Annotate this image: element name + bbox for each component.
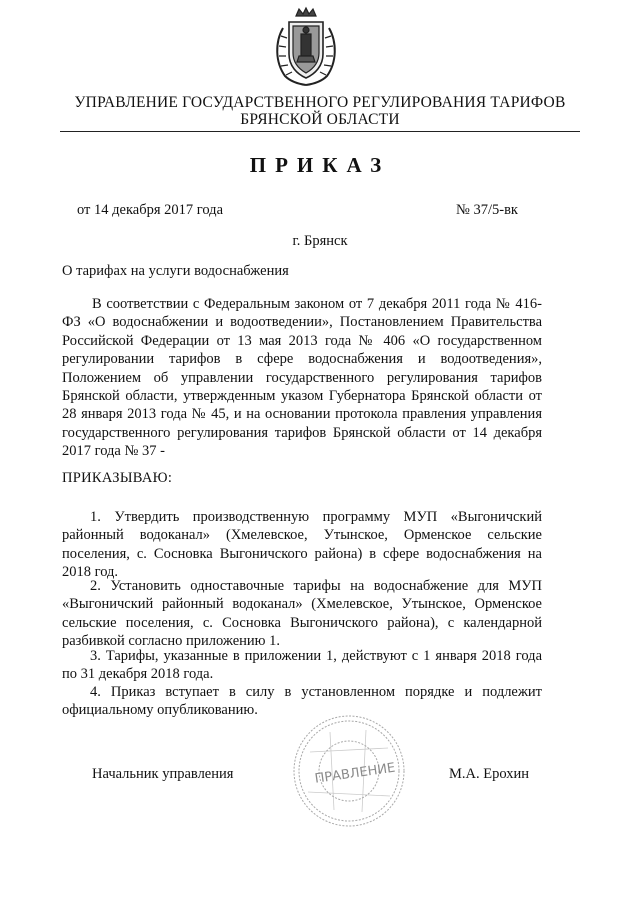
header-divider (60, 131, 580, 132)
document-subject: О тарифах на услуги водоснабжения (62, 263, 289, 279)
official-seal-icon (290, 712, 408, 830)
coat-of-arms-icon (269, 6, 343, 88)
organization-name-line1: УПРАВЛЕНИЕ ГОСУДАРСТВЕННОГО РЕГУЛИРОВАНИЯ ТАРИФОВ (74, 94, 566, 111)
signatory-position: Начальник управления (92, 766, 234, 782)
document-city: г. Брянск (292, 233, 348, 249)
order-word: ПРИКАЗЫВАЮ: (62, 470, 173, 486)
document-date: от 14 декабря 2017 года (77, 202, 223, 218)
order-item-4: 4. Приказ вступает в силу в установленном порядке и подлежит официальному опубликованию. (62, 684, 542, 719)
document-title: ПРИКАЗ (249, 153, 391, 177)
order-item-3: 3. Тарифы, указанные в приложении 1, действуют с 1 января 2018 года по 31 декабря 2018 года. (62, 648, 542, 683)
stamp-text: ПРАВЛЕНИЕ (313, 760, 397, 787)
order-item-2: 2. Установить одноставочные тарифы на водоснабжение для МУП «Выгоничский районный водоканал» (Хмелевское, Утынское, Орменское сельские поселения, с. Сосновка Выгоничского района), с календарной разбивкой согласно приложению 1. (62, 578, 542, 650)
organization-name-line2: БРЯНСКОЙ ОБЛАСТИ (240, 111, 400, 128)
order-item-1: 1. Утвердить производственную программу МУП «Выгоничский районный водоканал» (Хмелевское, Утынское, Орменское сельские поселения, с. Сосновка Выгоничского района) в сфере водоснабжения на 2018 год. (62, 509, 542, 581)
signatory-name: М.А. Ерохин (449, 766, 530, 782)
preamble-paragraph: В соответствии с Федеральным законом от 7 декабря 2011 года № 416-ФЗ «О водоснабжении и водоотведении», Постановлением Правительства Российской Федерации от 13 мая 2013 года № 406 «О государственном регулировании тарифов в сфере водоснабжения и водоотведения», Положением об управлении государственного регулирования тарифов Брянской области, утвержденным указом Губернатора Брянской области от 28 января 2013 года № 45, и на основании протокола правления управления государственного регулирования тарифов Брянской области от 14 декабря 2017 года № 37 - (62, 296, 542, 460)
document-number: № 37/5-вк (456, 202, 518, 218)
